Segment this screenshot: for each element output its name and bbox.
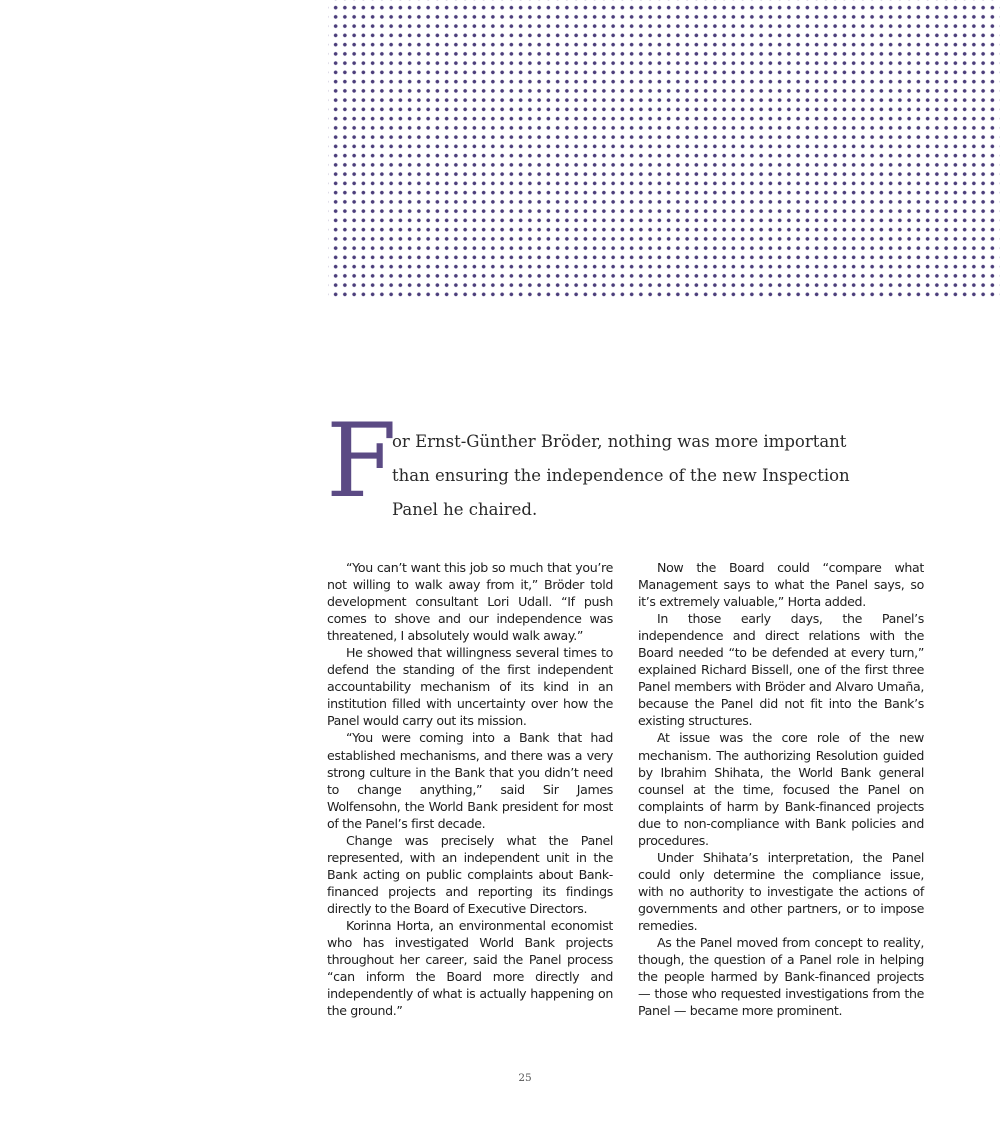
paragraph: Now the Board could “compare what Management says to what the Panel says, so it’s extremely valuable,” Horta added. (638, 560, 924, 610)
paragraph: He showed that willingness several times to defend the standing of the first independent accountability mechanism of its kind in an institution filled with uncertainty over how the Panel would carry out its mission. (327, 645, 613, 729)
paragraph: Under Shihata’s interpretation, the Panel could only determine the compliance issue, with no authority to investigate the actions of governments and other partners, or to impose remedies. (638, 849, 924, 933)
paragraph: “You can’t want this job so much that you’re not willing to walk away from it,” Bröder told development consultant Lori Udall. “If push comes to shove and our independence was threatened, I absolutely would walk away.” (327, 560, 613, 644)
dot-pattern-decoration (328, 0, 1000, 298)
paragraph: “You were coming into a Bank that had established mechanisms, and there was a very strong culture in the Bank that you didn’t need to change anything,” said Sir James Wolfensohn, the World Bank president for most of the Panel’s first decade. (327, 730, 613, 831)
left-column (327, 559, 613, 1019)
paragraph: Korinna Horta, an environmental economist who has investigated World Bank projects throughout her career, said the Panel process “can inform the Board more directly and independently of what is actually happening on the ground.” (327, 917, 613, 1019)
right-column (638, 559, 924, 1019)
page-number: 25 (518, 1072, 532, 1084)
drop-cap: F (326, 402, 397, 521)
paragraph: In those early days, the Panel’s independence and direct relations with the Board needed “to be defended at every turn,” explained Richard Bissell, one of the first three Panel members with Bröder and Alvaro Umaña, because the Panel did not fit into the Bank’s existing structures. (638, 611, 924, 729)
paragraph: Change was precisely what the Panel represented, with an independent unit in the Bank acting on public complaints about Bank-financed projects and reporting its findings directly to the Board of Executive Directors. (327, 832, 613, 916)
paragraph: As the Panel moved from concept to reality, though, the question of a Panel role in helping the people harmed by Bank-financed projects — those who requested investigations from the Panel — became more prominent. (638, 935, 924, 1019)
paragraph: At issue was the core role of the new mechanism. The authorizing Resolution guided by Ibrahim Shihata, the World Bank general counsel at the time, focused the Panel on complaints of harm by Bank-financed projects due to non-compliance with Bank policies and procedures. (638, 730, 924, 848)
intro-paragraph (326, 402, 866, 525)
intro-text: or Ernst-Günther Bröder, nothing was more important than ensuring the independence of the new Inspection Panel he chaired. (392, 432, 850, 519)
